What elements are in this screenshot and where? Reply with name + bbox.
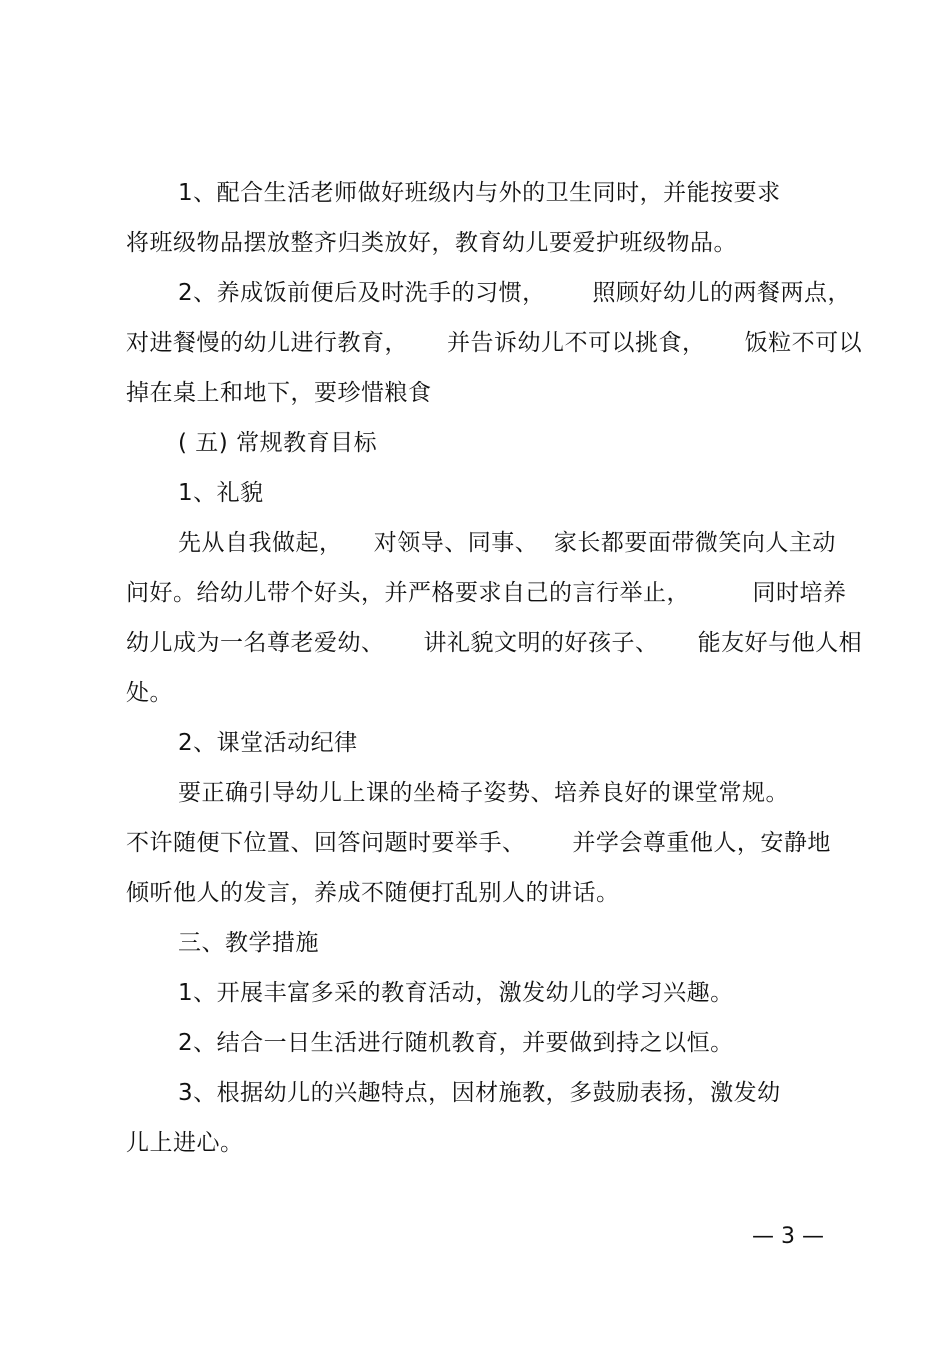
section-heading-5: ( 五) 常规教育目标 [178,430,378,456]
text-line-9: 问好。给幼儿带个好头，并严格要求自己的言行举止， 同时培养 [126,580,847,606]
text-line-13: 要正确引导幼儿上课的坐椅子姿势、培养良好的课堂常规。 [178,780,789,806]
text-line-11: 处。 [126,680,173,706]
text-line-10: 幼儿成为一名尊老爱幼、 讲礼貌文明的好孩子、 能友好与他人相 [126,630,863,656]
text-line-1: 1、配合生活老师做好班级内与外的卫生同时，并能按要求 [178,180,781,206]
section-heading-teaching-measures: 三、教学措施 [178,930,319,956]
text-line-14: 不许随便下位置、回答问题时要举手、 并学会尊重他人，安静地 [126,830,831,856]
text-line-19: 3、根据幼儿的兴趣特点，因材施教，多鼓励表扬，激发幼 [178,1080,781,1106]
page-number: — 3 — [752,1224,824,1249]
text-line-15: 倾听他人的发言，养成不随便打乱别人的讲话。 [126,880,620,906]
text-line-4: 对进餐慢的幼儿进行教育， 并告诉幼儿不可以挑食， 饭粒不可以 [126,330,863,356]
text-line-17: 1、开展丰富多采的教育活动，激发幼儿的学习兴趣。 [178,980,734,1006]
text-line-5: 掉在桌上和地下，要珍惜粮食 [126,380,432,406]
text-line-2: 将班级物品摆放整齐归类放好，教育幼儿要爱护班级物品。 [126,230,737,256]
subheading-classroom-discipline: 2、课堂活动纪律 [178,730,358,756]
subheading-courtesy: 1、礼貌 [178,480,264,506]
text-line-3: 2、养成饭前便后及时洗手的习惯， 照顾好幼儿的两餐两点， [178,280,851,306]
text-line-8: 先从自我做起， 对领导、同事、 家长都要面带微笑向人主动 [178,530,836,556]
text-line-18: 2、结合一日生活进行随机教育，并要做到持之以恒。 [178,1030,734,1056]
text-line-20: 儿上进心。 [126,1130,244,1156]
